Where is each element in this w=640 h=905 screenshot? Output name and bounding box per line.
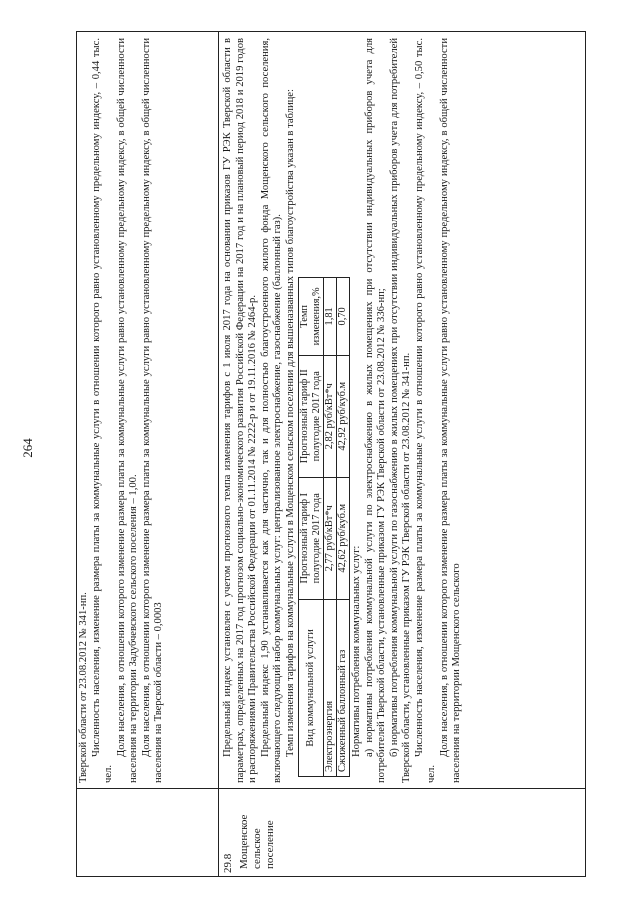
column-divider: [76, 788, 586, 789]
table-cell: 42,92 руб/куб.м: [337, 355, 350, 477]
paragraph: б) нормативы потребления коммунальной услуги по газоснабжению в жилых помещениях при отсутствии индивидуальных приборов учета для потребителей Тверской области, установленные приказом ГУ РЭК Тверской области от 23.08.2012 № 341-нп.: [388, 38, 412, 783]
row-number: 29.8: [222, 853, 234, 873]
settlement-name-line: поселение: [264, 820, 276, 869]
paragraph: Доля населения, в отношении которого изменение размера платы за коммунальные услуги равно установленному предельному индексу, в общей численности населения на территории Мощенского сельского: [438, 38, 462, 783]
table-cell: 42,62 руб/куб.м: [337, 477, 350, 599]
table-cell: 0,70: [337, 278, 350, 356]
header-cell: Темп изменения,%: [299, 278, 324, 356]
table-cell: Электроэнергия: [324, 599, 337, 776]
header-cell: Прогнозный тариф II полугодие 2017 года: [299, 355, 324, 477]
header-cell: Прогнозный тариф I полугодие 2017 года: [299, 477, 324, 599]
paragraph: Тверской области от 23.08.2012 № 341-нп.: [78, 592, 89, 783]
page-number: 264: [20, 438, 35, 458]
table-bottom-border: [585, 31, 586, 877]
settlement-name-line: сельское: [251, 828, 263, 869]
paragraph: а) нормативы потребления коммунальной услуги по электроснабжению в жилых помещениях при отсутствии индивидуальных приборов учета для потребителей Тверской области, установленные приказом ГУ РЭК Тверской области от 23.08.2012 № 336-нп;: [363, 38, 387, 783]
row-divider: [218, 31, 219, 877]
paragraph: Нормативы потребления коммунальных услуг:: [351, 545, 362, 757]
table-frame: [76, 31, 586, 877]
table-row: [324, 278, 337, 777]
header-cell: Вид коммунальной услуги: [299, 599, 324, 776]
settlement-name-line: Мощенское: [238, 814, 250, 869]
table-top-border: [76, 31, 77, 877]
paragraph: Предельный индекс 1,90 устанавливается как для частично, так и для полностью благоустроенного жилого фонда Мощенского сельского поселения, включающего следующий набор коммунальных услуг: централизованное электроснабжение, газоснабжение (баллонный газ).: [259, 38, 283, 783]
table-cell: 2,77 руб/кВт*ч: [324, 477, 337, 599]
table-cell: 1,81: [324, 278, 337, 356]
main-row-text: [222, 38, 464, 783]
table-cell: Сжиженный баллонный газ: [337, 599, 350, 776]
paragraph: Численность населения, изменение размера платы за коммунальные услуги в отношении которого равно установленному предельному индексу, – 0,50 тыс. чел.: [413, 38, 437, 783]
table-row: [337, 278, 350, 777]
paragraph: Предельный индекс установлен с учетом прогнозного темпа изменения тарифов с 1 июля 2017 года на основании приказов ГУ РЭК Тверской области в параметрах, определенных на 2017 год прогнозом социально-экономического развития Российской Федерации на 2017 год и на плановый период 2018 и 2019 годов и распоряжениями Правительства Российской Федерации от 01.11.2014 № 2222-р и от 19.11.2016 № 2464-р.: [222, 38, 258, 783]
table-left-border: [76, 876, 586, 877]
tariff-table-header: [299, 278, 324, 777]
paragraph: Численность населения, изменение размера платы за коммунальные услуги в отношении которого равно установленному предельному индексу, – 0,44 тыс. чел.: [90, 38, 114, 783]
table-right-border: [76, 31, 586, 32]
document-table: [76, 31, 586, 877]
settlement-name: [238, 791, 277, 869]
paragraph: Доля населения, в отношении которого изменение размера платы за коммунальные услуги равно установленному предельному индексу, в общей численности населения на Тверской области – 0,0003: [140, 38, 164, 783]
paragraph: Темп изменения тарифов на коммунальные услуги в Мощенском сельском поселении для вышеназванных типов благоустройства указан в таблице:: [284, 89, 296, 757]
prev-row-text: [78, 38, 166, 783]
table-cell: 2,82 руб/кВт*ч: [324, 355, 337, 477]
paragraph: Доля населения, в отношении которого изменение размера платы за коммунальные услуги равно установленному предельному индексу, в общей численности населения на территории Задубчевского сельского поселения – 1,00.: [115, 38, 139, 783]
tariff-table: [298, 277, 350, 777]
